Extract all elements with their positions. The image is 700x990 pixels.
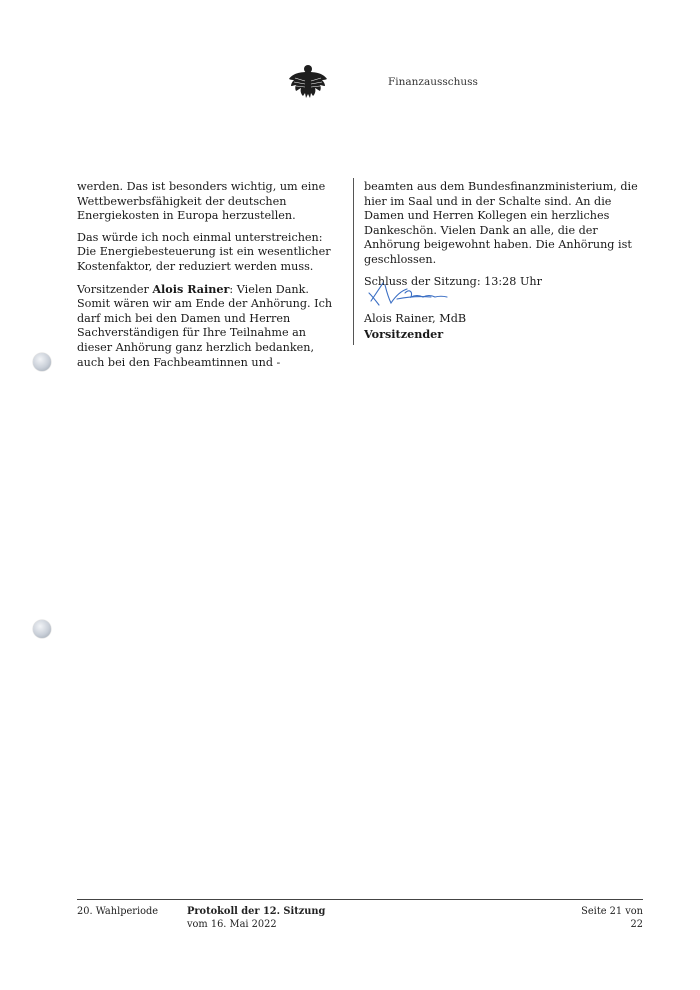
signer-name: Alois Rainer, MdB [364, 312, 467, 325]
footer-page-number: Seite 21 von 22 [581, 906, 643, 930]
bundestag-eagle-icon [287, 63, 329, 101]
speaker-name: Alois Rainer [152, 281, 230, 296]
speaker-prefix: Vorsitzender [77, 282, 153, 296]
paragraph: beamten aus dem Bundesfinanzministerium, die hier im Saal und in der Schalte sind. An die Damen und Herren Kollegen ein herzliches Dankeschön. Vielen Dank an alle, die der Anhörung beigewohnt haben. Die Anhörung ist geschlossen. [364, 180, 638, 266]
handwritten-signature [367, 275, 457, 311]
paragraph [77, 282, 342, 371]
footer-protocol-title: Protokoll der 12. Sitzung [187, 906, 326, 917]
left-column [77, 180, 342, 377]
session-end: Schluss der Sitzung: 13:28 Uhr [364, 274, 542, 288]
footer-period: 20. Wahlperiode [77, 906, 159, 917]
punch-hole [33, 353, 51, 371]
punch-hole [33, 620, 51, 638]
signer-role: Vorsitzender [364, 326, 444, 341]
footer-divider [77, 899, 643, 900]
footer-protocol [187, 905, 325, 931]
footer-date: vom 16. Mai 2022 [187, 919, 277, 930]
speech-text: : Vielen Dank. Somit wären wir am Ende der Anhörung. Ich darf mich bei den Damen und Herren Sachverständigen für Ihre Teilnahme an dieser Anhörung ganz herzlich bedanken, auch bei den Fachbeamtinnen und - [77, 282, 333, 369]
paragraph: werden. Das ist besonders wichtig, um eine Wettbewerbsfähigkeit der deutschen Energiekosten in Europa herzustellen. [77, 180, 326, 223]
signature-block [364, 312, 466, 341]
column-divider [353, 178, 354, 345]
committee-name: Finanzausschuss [388, 76, 478, 88]
paragraph: Das würde ich noch einmal unterstreichen: Die Energiebesteuerung ist ein wesentlicher Kostenfaktor, der reduziert werden muss. [77, 230, 331, 273]
